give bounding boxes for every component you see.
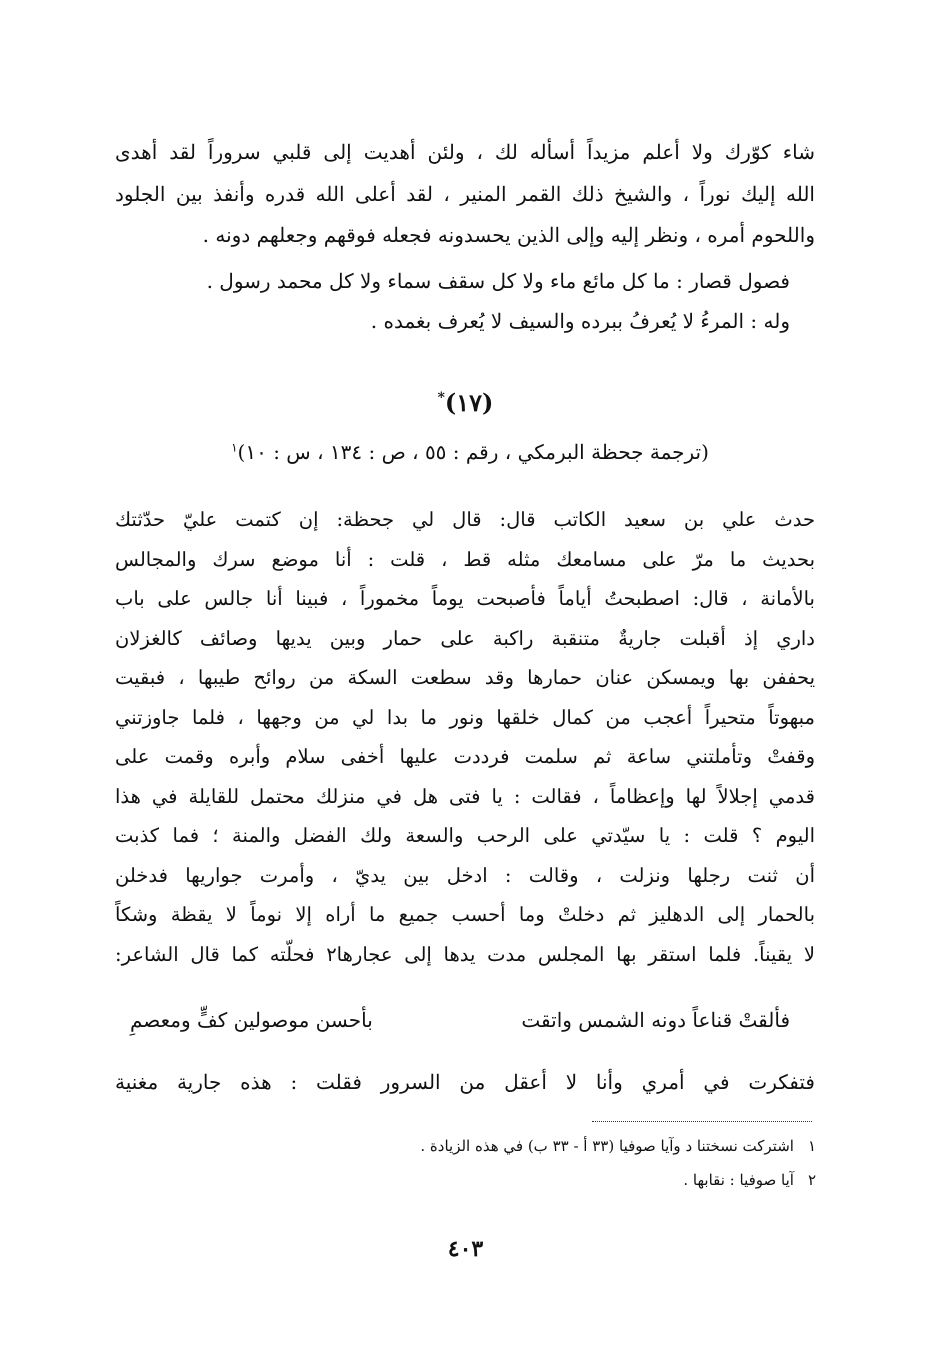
main-paragraph	[115, 500, 815, 974]
text-line: واللحوم أمره ، ونظر إليه وإلى الذين يحسدونه فجعله فوقهم وجعلهم دونه .	[202, 223, 815, 247]
text-line: أن ثنت رجلها ونزلت ، وقالت : ادخل بين يديّ ، وأمرت جواريها فدخلن	[115, 863, 815, 887]
footnote-text: اشتركت نسختنا د وآيا صوفيا (٣٣ أ - ٣٣ ب) في هذه الزيادة .	[420, 1137, 794, 1155]
page-number: ٤٠٣	[447, 1236, 484, 1262]
footnote-text: آيا صوفيا : نقابها .	[683, 1171, 794, 1189]
source-note-marker: ١	[231, 440, 238, 455]
text-line: داري إذ أقبلت جاريةٌ متنقبة راكبة على حمار وبين يديها وصائف كالغزلان	[115, 626, 815, 650]
source-text: (ترجمة جحظة البرمكي ، رقم : ٥٥ ، ص : ١٣٤ ، س : ١٠)	[237, 440, 709, 464]
section-heading	[0, 388, 931, 417]
text-line: لا يقيناً. فلما استقر بها المجلس مدت يدها إلى عجارها٢ فحلّته كما قال الشاعر:	[115, 942, 815, 966]
text-line: يحففن بها ويمسكن عنان حمارها وقد سطعت السكة من روائح طيبها ، فبقيت	[115, 666, 815, 689]
footnote-number: ١	[807, 1137, 816, 1155]
text-line: بحديث ما مرّ على مسامعك مثله قط ، قلت : أنا موضع سرك والمجالس	[115, 547, 815, 571]
text-line: الله إليك نوراً ، والشيخ ذلك القمر المنير ، لقد أعلى الله قدره وأنفذ بين الجلود	[115, 181, 815, 206]
section-number: (١٧)	[444, 388, 494, 417]
section-star: *	[437, 390, 445, 406]
poetry-verse	[130, 1000, 790, 1040]
saying-line: فصول قصار : ما كل مائع ماء ولا كل سقف سماء ولا كل محمد رسول .	[206, 269, 790, 293]
sayings-block	[150, 261, 790, 341]
text-line: بالحمار إلى الدهليز ثم دخلتْ وما أحسب جميع ما أراه إلا نوماً لا يقظة وشكاً	[115, 903, 815, 926]
text-line: شاء كوّرك ولا أعلم مزيداً أسأله لك ، ولئن أهديت إلى قلبي سروراً لقد أهدى	[115, 140, 815, 164]
saying-line: وله : المرءُ لا يُعرفُ ببرده والسيف لا يُعرف بغمده .	[370, 309, 790, 333]
top-paragraph	[115, 132, 815, 257]
footnote	[116, 1137, 816, 1155]
footnote	[116, 1171, 816, 1189]
text-line: وقفتْ وتأملتني ساعة ثم سلمت فرددت عليها أخفى سلام وأبره وقمت على	[115, 745, 815, 768]
section-source-reference	[180, 440, 760, 464]
final-paragraph	[115, 1062, 815, 1102]
text-line: اليوم ؟ قلت : يا سيّدتي على الرحب والسعة ولك الفضل والمنة ؛ فما كذبت	[115, 824, 815, 847]
verse-second-hemistich: بأحسن موصولين كفٍّ ومعصمِ	[130, 1008, 373, 1032]
text-line: مبهوتاً متحيراً أعجب من كمال خلقها ونور ما بدا لي من وجهها ، فلما جاوزتني	[115, 705, 815, 729]
text-line: بالأمانة ، قال: اصطبحتُ أياماً فأصبحت يوماً مخموراً ، فبينا أنا جالس على باب	[115, 587, 815, 610]
text-line: فتفكرت في أمري وأنا لا أعقل من السرور فقلت : هذه جارية مغنية	[115, 1070, 815, 1094]
text-line: حدث علي بن سعيد الكاتب قال: قال لي جحظة: إن كتمت عليّ حدّثتك	[115, 508, 815, 531]
footnote-number: ٢	[807, 1171, 816, 1189]
text-line: قدمي إجلالاً لها وإعظاماً ، فقالت : يا فتى هل في منزلك محتمل للقايلة في هذا	[115, 784, 815, 808]
verse-first-hemistich: فألقتْ قناعاً دونه الشمس واتقت	[521, 1008, 790, 1032]
footnote-divider	[592, 1121, 812, 1122]
